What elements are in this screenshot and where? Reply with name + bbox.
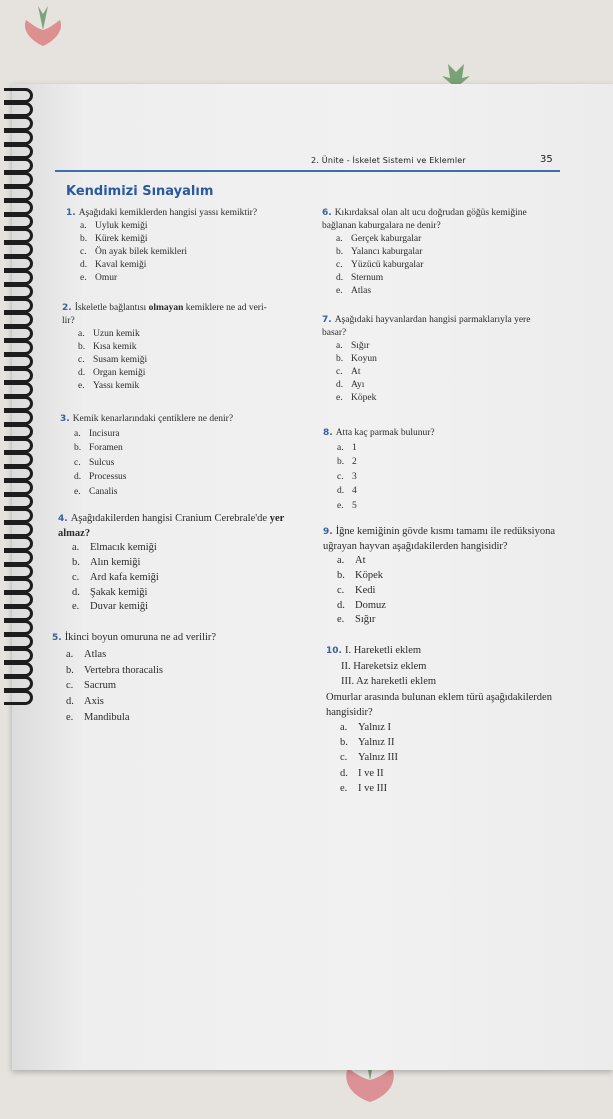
- option-b[interactable]: b. Foramen: [74, 443, 123, 453]
- question-stem-end: kemiklere ne ad veri-: [183, 303, 267, 313]
- binding-ring: [4, 634, 33, 649]
- question-number: 6.: [322, 208, 332, 218]
- question-stem-emphasis: yer: [269, 513, 285, 524]
- header-rule: [55, 170, 560, 172]
- binding-ring: [4, 592, 33, 607]
- binding-ring: [4, 508, 33, 523]
- binding-ring: [4, 200, 33, 215]
- option-b[interactable]: b. Yalancı kaburgalar: [336, 247, 423, 257]
- binding-ring: [4, 144, 33, 159]
- question-5: [52, 630, 216, 726]
- question-3: [60, 412, 233, 499]
- option-e[interactable]: e. Atlas: [336, 286, 372, 296]
- option-e[interactable]: e. Canalis: [74, 486, 118, 497]
- option-b[interactable]: b. Kürek kemiği: [80, 234, 148, 244]
- option-c[interactable]: c. Sacrum: [66, 680, 117, 692]
- binding-ring: [4, 410, 33, 425]
- question-10: [326, 643, 552, 796]
- option-a[interactable]: a. Elmacık kemiği: [72, 542, 157, 554]
- option-b[interactable]: b. Kısa kemik: [78, 342, 137, 352]
- option-c[interactable]: c. Kedi: [337, 584, 376, 596]
- option-d[interactable]: d. Kaval kemiği: [80, 260, 147, 270]
- binding-ring: [4, 480, 33, 495]
- option-e[interactable]: e. Duvar kemiği: [72, 601, 149, 613]
- question-number: 8.: [323, 428, 333, 438]
- option-b[interactable]: b. Koyun: [336, 354, 377, 364]
- question-stem-line2: uğrayan hayvan aşağıdakilerden hangisidir?: [323, 540, 508, 552]
- binding-ring: [4, 466, 33, 481]
- binding-ring: [4, 270, 33, 285]
- binding-ring: [4, 536, 33, 551]
- question-stem-line2: bağlanan kaburgalara ne denir?: [322, 221, 441, 231]
- option-c[interactable]: c. Susam kemiği: [78, 355, 148, 365]
- binding-ring: [4, 298, 33, 313]
- binding-ring: [4, 648, 33, 663]
- option-e[interactable]: e. 5: [337, 500, 357, 511]
- option-c[interactable]: c. Sulcus: [74, 457, 115, 468]
- statement-2: II. Hareketsiz eklem: [341, 661, 427, 673]
- binding-ring: [4, 690, 33, 705]
- option-a[interactable]: a. At: [337, 555, 366, 567]
- question-number: 3.: [60, 414, 70, 424]
- question-stem: Omurlar arasında bulunan eklem türü aşağıdakilerden: [326, 691, 552, 703]
- binding-ring: [4, 438, 33, 453]
- binding-ring: [4, 382, 33, 397]
- option-a[interactable]: a. Incisura: [74, 428, 120, 439]
- option-d[interactable]: d. Processus: [74, 472, 127, 482]
- option-c[interactable]: c. Ön ayak bilek kemikleri: [80, 247, 188, 257]
- binding-ring: [4, 550, 33, 565]
- question-stem: Atta kaç parmak bulunur?: [335, 428, 435, 438]
- binding-ring: [4, 256, 33, 271]
- question-stem: İskeletle bağlantısı: [74, 303, 149, 313]
- binding-ring: [4, 676, 33, 691]
- option-a[interactable]: a. Uzun kemik: [78, 329, 140, 339]
- option-d[interactable]: d. Sternum: [336, 273, 384, 283]
- binding-ring: [4, 312, 33, 327]
- binding-ring: [4, 368, 33, 383]
- question-stem-emphasis: olmayan: [148, 303, 184, 313]
- option-a[interactable]: a. Gerçek kaburgalar: [336, 234, 422, 244]
- statement-3: III. Az hareketli eklem: [341, 676, 437, 688]
- binding-ring: [4, 354, 33, 369]
- binding-ring: [4, 424, 33, 439]
- question-4: [58, 512, 284, 615]
- question-stem: Aşağıdaki kemiklerden hangisi yassı kemiktir?: [78, 208, 258, 218]
- question-number: 9.: [323, 527, 333, 537]
- statement-1: I. Hareketli eklem: [344, 645, 422, 656]
- question-stem-line2: almaz?: [58, 527, 91, 539]
- page-number: 35: [540, 154, 553, 165]
- binding-ring: [4, 158, 33, 173]
- question-stem-line2: lir?: [62, 316, 75, 326]
- question-stem-line2: hangisidir?: [326, 706, 373, 718]
- question-stem-line2: basar?: [322, 328, 347, 338]
- binding-ring: [4, 228, 33, 243]
- binding-ring: [4, 620, 33, 635]
- question-1: [66, 207, 257, 285]
- binding-ring: [4, 578, 33, 593]
- question-number: 5.: [52, 633, 62, 643]
- tablecloth-flower-top: [18, 0, 68, 48]
- binding-ring: [4, 340, 33, 355]
- option-e[interactable]: e. I ve III: [340, 782, 388, 794]
- binding-ring: [4, 242, 33, 257]
- option-b[interactable]: b. Alın kemiği: [72, 557, 141, 569]
- binding-ring: [4, 284, 33, 299]
- option-e[interactable]: e. Sığır: [337, 614, 376, 626]
- option-c[interactable]: c. 3: [337, 471, 357, 482]
- unit-header: 2. Ünite - İskelet Sistemi ve Eklemler: [311, 156, 466, 165]
- spiral-binding: [0, 88, 40, 708]
- option-d[interactable]: d. 4: [337, 486, 357, 496]
- option-a[interactable]: a. Atlas: [66, 648, 107, 660]
- option-a[interactable]: a. Sığır: [336, 341, 370, 351]
- option-b[interactable]: b. Köpek: [337, 570, 383, 582]
- binding-ring: [4, 172, 33, 187]
- question-number: 10.: [326, 646, 342, 656]
- question-7: [322, 314, 530, 405]
- question-stem: Aşağıdaki hayvanlardan hangisi parmaklarıyla yere: [334, 315, 531, 325]
- binding-ring: [4, 88, 33, 103]
- question-2: [62, 302, 267, 393]
- question-stem: Kıkırdaksal olan alt ucu doğrudan göğüs kemiğine: [334, 208, 527, 218]
- option-d[interactable]: d. Domuz: [337, 599, 386, 611]
- question-8: [323, 426, 435, 513]
- binding-ring: [4, 130, 33, 145]
- question-stem: İğne kemiğinin gövde kısmı tamamı ile redüksiyona: [335, 526, 555, 537]
- binding-ring: [4, 102, 33, 117]
- option-d[interactable]: d. Ayı: [336, 380, 365, 390]
- option-e[interactable]: e. Mandibula: [66, 711, 130, 723]
- option-c[interactable]: c. Ard kafa kemiği: [72, 571, 159, 583]
- binding-ring: [4, 186, 33, 201]
- option-e[interactable]: e. Yassı kemik: [78, 381, 140, 391]
- option-a[interactable]: a. 1: [337, 442, 357, 453]
- option-d[interactable]: d. Organ kemiği: [78, 368, 146, 378]
- binding-ring: [4, 494, 33, 509]
- option-c[interactable]: c. Yalnız III: [340, 752, 399, 764]
- option-d[interactable]: d. I ve II: [340, 767, 384, 779]
- question-stem: İkinci boyun omuruna ne ad verilir?: [64, 632, 217, 643]
- question-number: 4.: [58, 514, 68, 524]
- option-a[interactable]: a. Yalnız I: [340, 722, 392, 734]
- question-number: 1.: [66, 208, 76, 218]
- option-d[interactable]: d. Axis: [66, 696, 104, 708]
- binding-ring: [4, 522, 33, 537]
- question-number: 2.: [62, 303, 72, 313]
- question-number: 7.: [322, 315, 332, 325]
- question-stem: Aşağıdakilerden hangisi Cranium Cerebrale'de: [70, 513, 270, 524]
- question-stem: Kemik kenarlarındaki çentiklere ne denir?: [72, 414, 234, 424]
- option-b[interactable]: b. Vertebra thoracalis: [66, 664, 164, 676]
- question-9: [323, 525, 555, 628]
- binding-ring: [4, 214, 33, 229]
- binding-ring: [4, 564, 33, 579]
- section-title: Kendimizi Sınayalım: [66, 184, 214, 199]
- binding-ring: [4, 116, 33, 131]
- binding-ring: [4, 662, 33, 677]
- option-d[interactable]: d. Şakak kemiği: [72, 586, 148, 598]
- binding-ring: [4, 396, 33, 411]
- option-a[interactable]: a. Uyluk kemiği: [80, 221, 148, 231]
- option-b[interactable]: b. Yalnız II: [340, 737, 395, 749]
- option-c[interactable]: c. Yüzücü kaburgalar: [336, 260, 424, 270]
- binding-ring: [4, 606, 33, 621]
- binding-ring: [4, 452, 33, 467]
- option-c[interactable]: c. At: [336, 367, 361, 377]
- option-b[interactable]: b. 2: [337, 457, 357, 467]
- option-e[interactable]: e. Köpek: [336, 393, 377, 403]
- question-6: [322, 207, 527, 298]
- binding-ring: [4, 326, 33, 341]
- option-e[interactable]: e. Omur: [80, 273, 118, 283]
